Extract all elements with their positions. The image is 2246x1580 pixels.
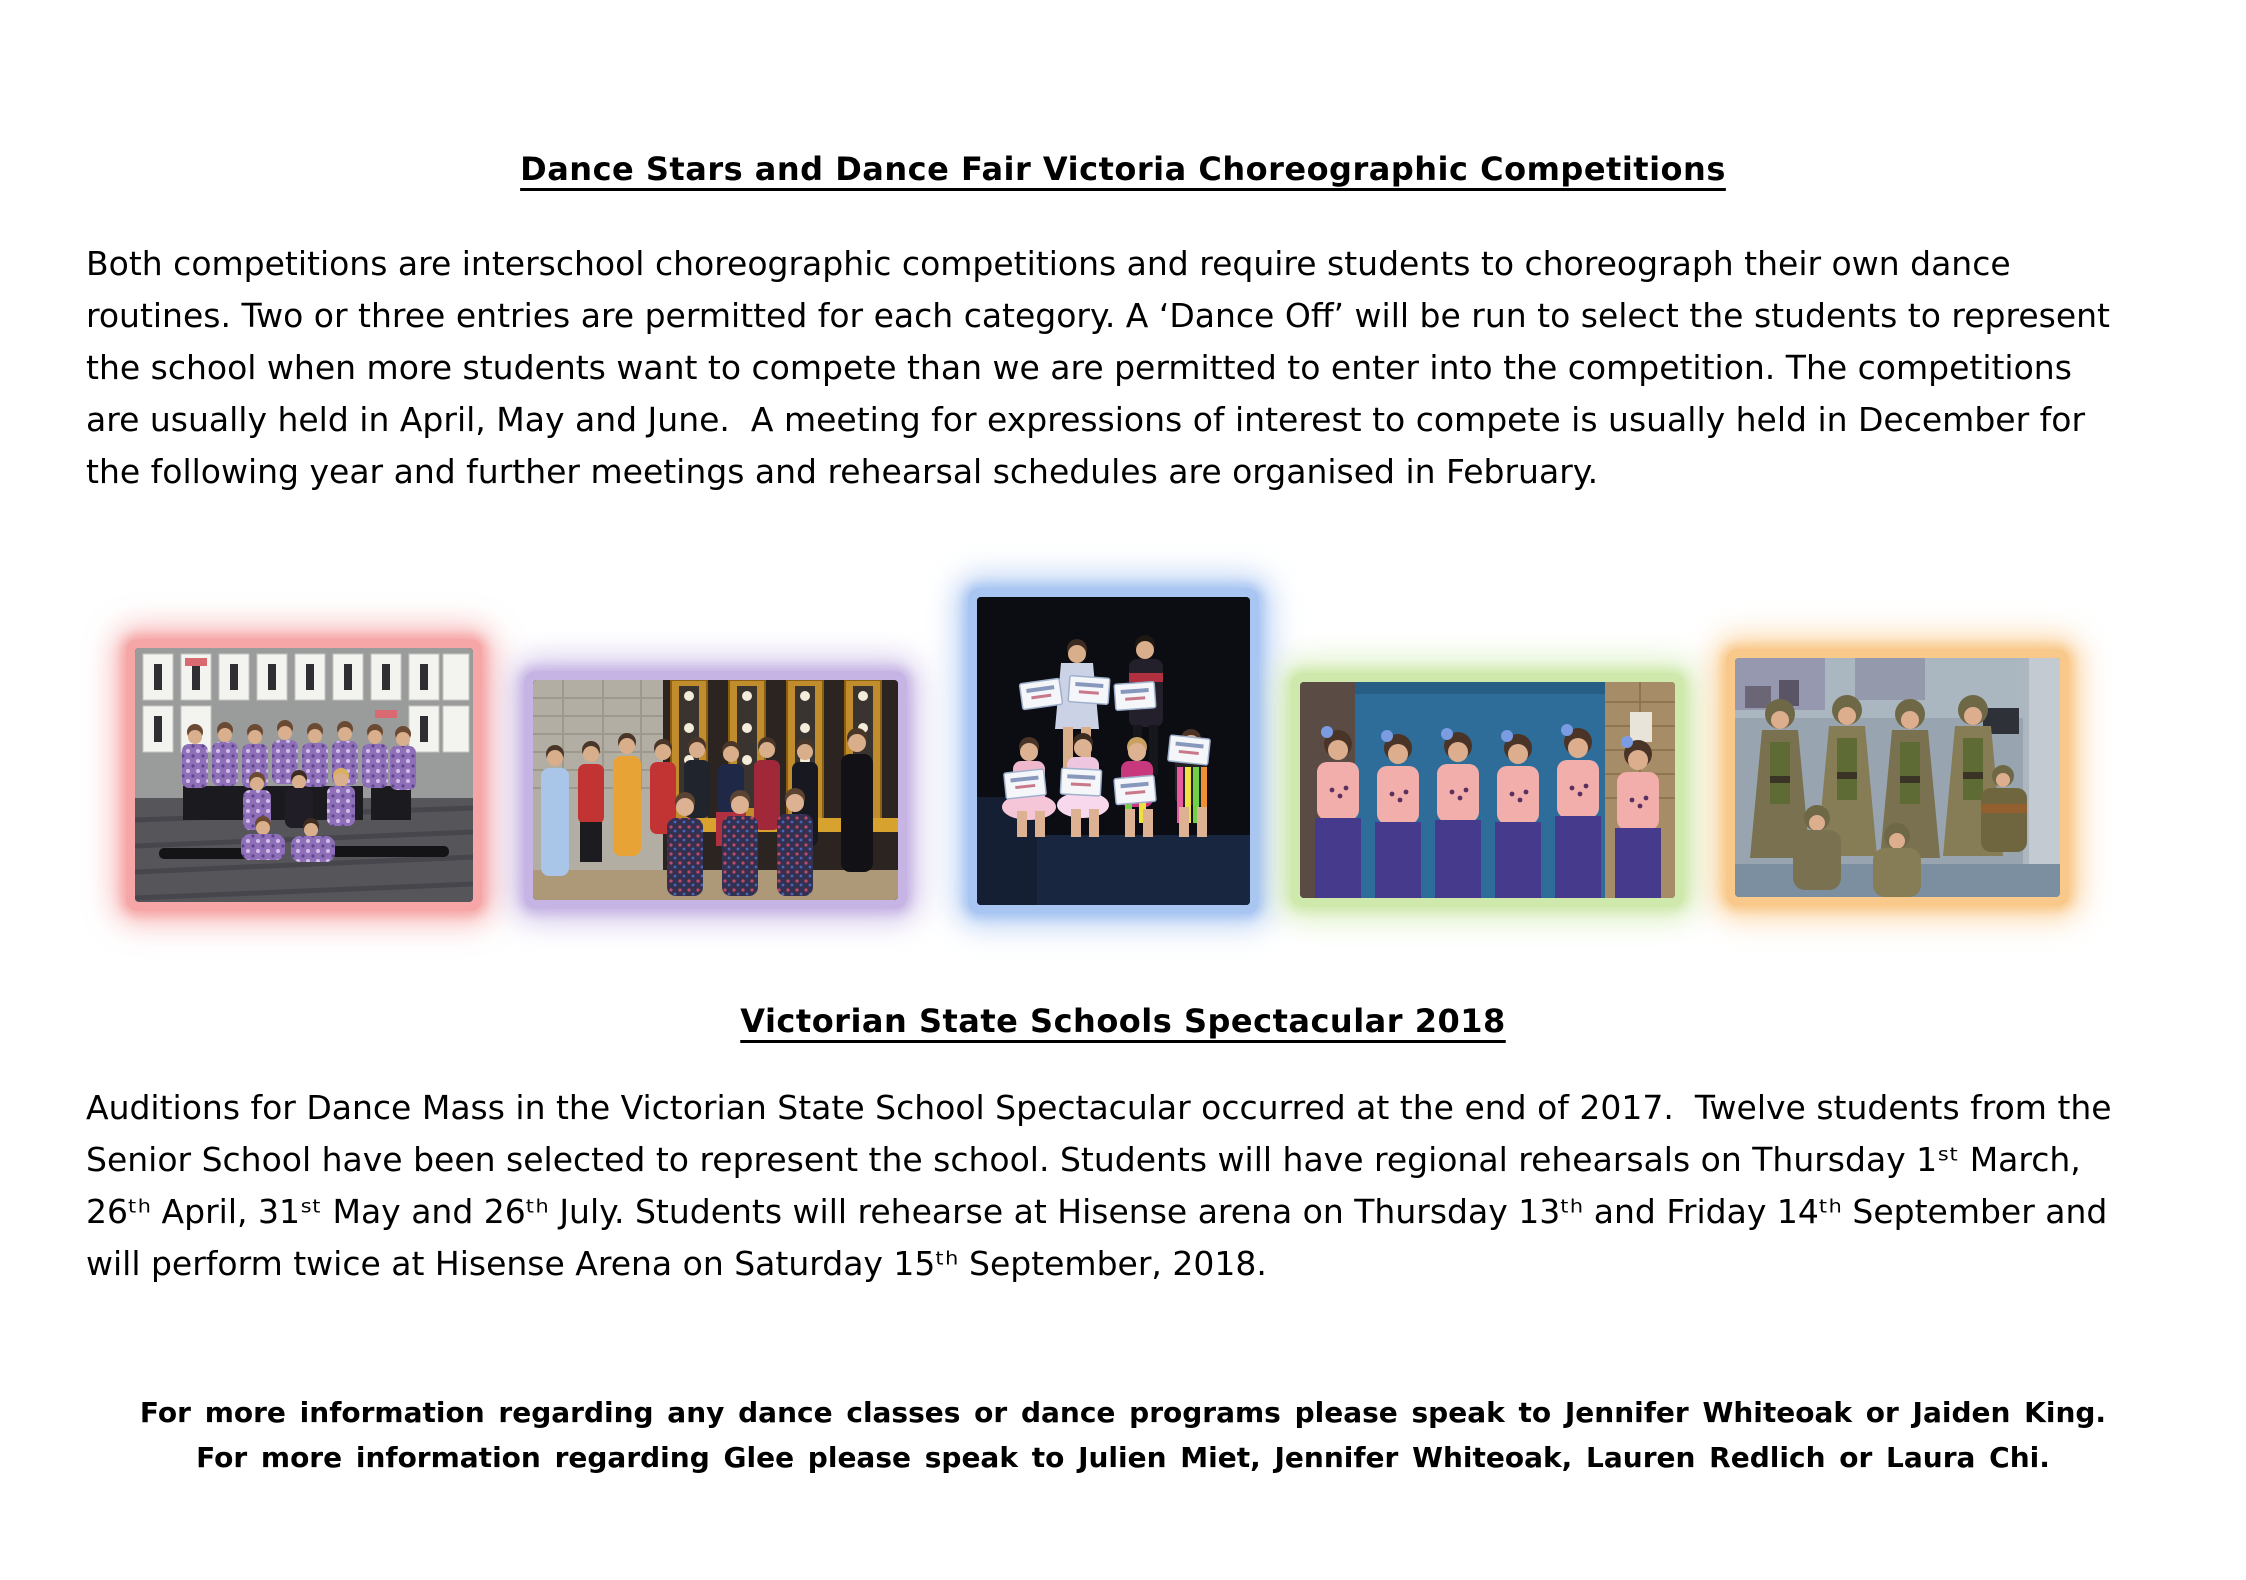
competitions-paragraph: Both competitions are interschool choreographic competitions and require students to choreograph their own dance routines. Two or three entries are permitted for each category. A ‘Dance Off’ will be run to select the students to represent the school when more students want to compete than we are permitted to enter into the competition. The competitions are usually held in April, May and June. A meeting for expressions of interest to compete is usually held in December for the following year and further meetings and rehearsal schedules are organised in February. xyxy=(86,244,2121,491)
photo-backstage-dressing-room xyxy=(524,671,907,909)
section-title-competitions xyxy=(0,150,2246,188)
footer-info xyxy=(0,1390,2246,1480)
photo-girls-pink-shirts-image xyxy=(1300,682,1675,898)
photo-dance-team-purple-jackets-image xyxy=(135,648,473,902)
photo-girls-pink-shirts xyxy=(1291,673,1684,907)
footer-line-dance-contacts: For more information regarding any dance classes or dance programs please speak to Jennifer Whiteoak or Jaiden King. xyxy=(139,1396,2107,1429)
photo-cloaked-costumes xyxy=(1726,649,2069,906)
photo-cloaked-costumes-image xyxy=(1735,658,2060,897)
photo-dance-team-purple-jackets xyxy=(126,639,482,911)
footer-line-glee-contacts: For more information regarding Glee please speak to Julien Miet, Jennifer Whiteoak, Lauren Redlich or Laura Chi. xyxy=(196,1441,2050,1474)
photo-stage-certificates xyxy=(968,588,1259,914)
photo-stage-certificates-image xyxy=(977,597,1250,905)
section-title-spectacular xyxy=(0,1002,2246,1040)
spectacular-paragraph: Auditions for Dance Mass in the Victorian State School Spectacular occurred at the end of 2017. Twelve students from the Senior School have been selected to represent the school. Students will have regional rehearsals on Thursday 1ˢᵗ March, 26ᵗʰ April, 31ˢᵗ May and 26ᵗʰ July. Students will rehearse at Hisense arena on Thursday 13ᵗʰ and Friday 14ᵗʰ September and will perform twice at Hisense Arena on Saturday 15ᵗʰ September, 2018. xyxy=(86,1088,2123,1283)
section-title-spectacular-text: Victorian State Schools Spectacular 2018 xyxy=(740,1002,1506,1040)
section-title-competitions-text: Dance Stars and Dance Fair Victoria Choreographic Competitions xyxy=(520,150,1726,188)
photo-backstage-dressing-room-image xyxy=(533,680,898,900)
